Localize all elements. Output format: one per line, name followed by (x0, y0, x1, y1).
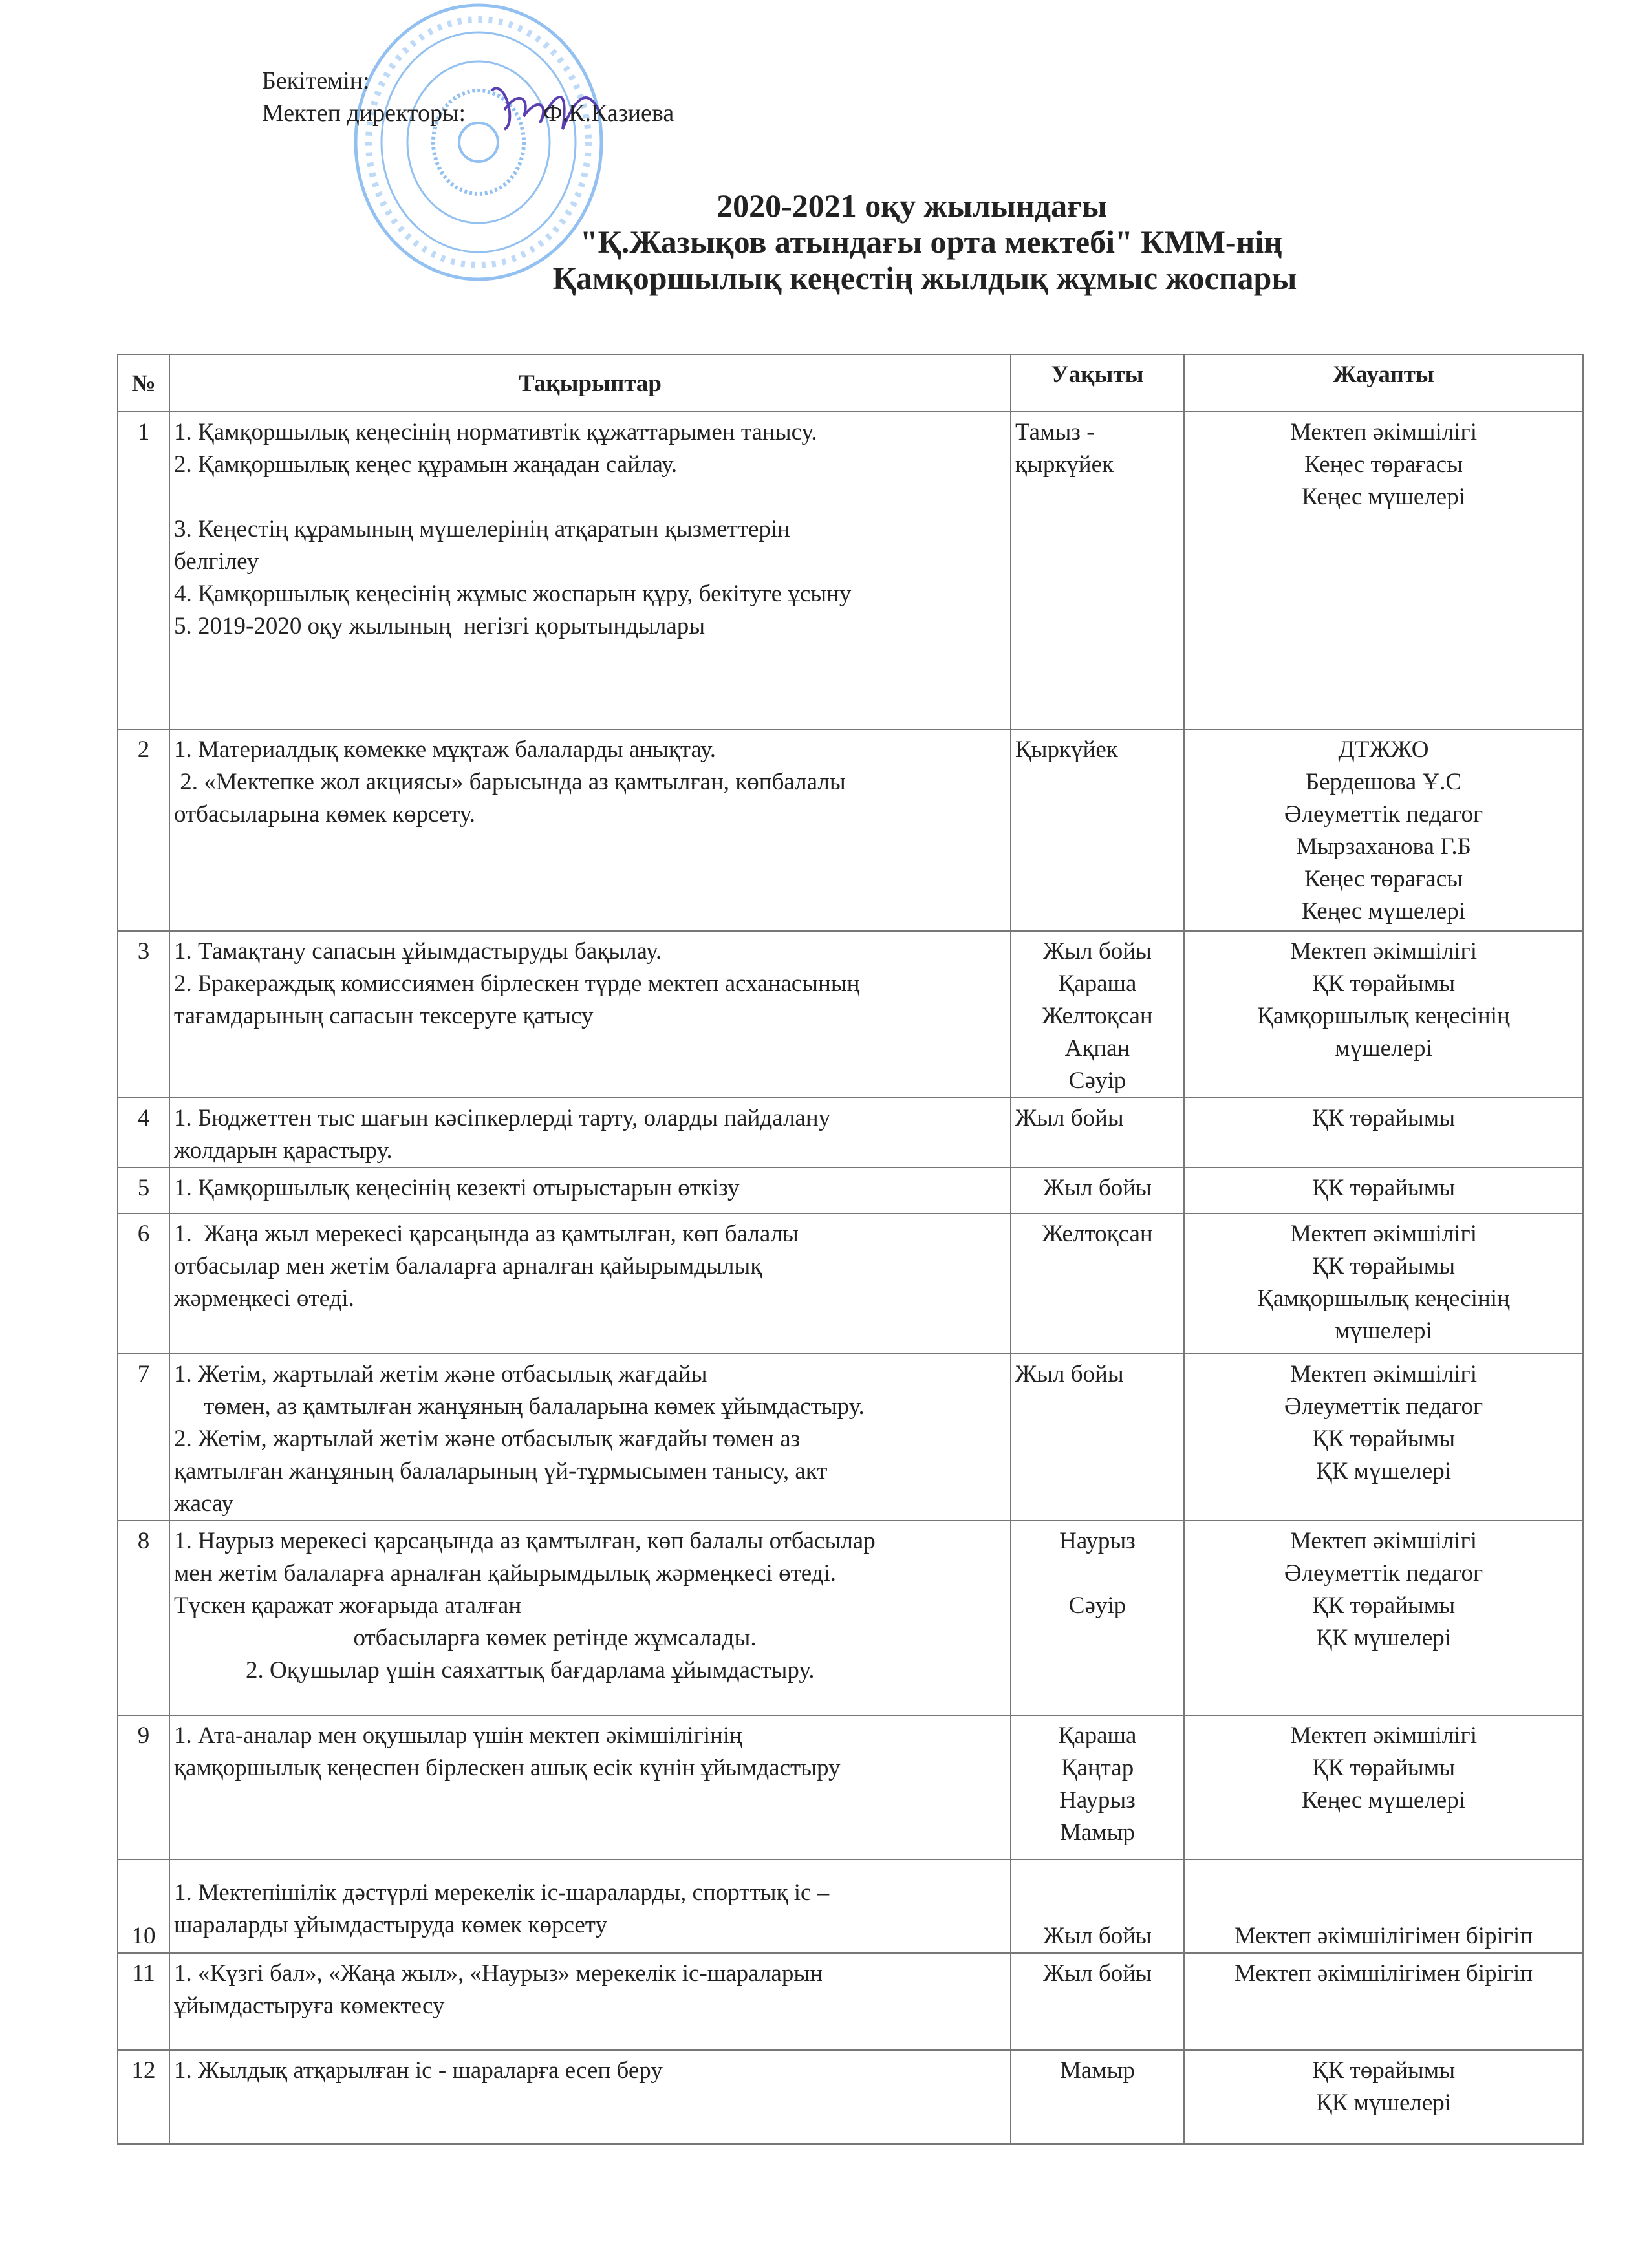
row-number: 3 (137, 938, 150, 965)
topic-line: төмен, аз қамтылған жанұяның балаларына көмек ұйымдастыру. (174, 1393, 865, 1420)
topics-cell (169, 1859, 1011, 1953)
time-line: Наурыз (1059, 1787, 1136, 1813)
responsible-cell (1184, 412, 1583, 729)
row-number: 12 (131, 2057, 156, 2084)
row-number-cell (118, 2050, 169, 2144)
row-number: 7 (137, 1361, 150, 1387)
responsible-line: Кеңес төрағасы (1304, 451, 1463, 478)
topic-line: отбасыларға көмек ретінде жұмсалады. (174, 1625, 757, 1651)
responsible-line: Мектеп әкімшілігімен бірігіп (1234, 1960, 1533, 1987)
table-row (118, 1098, 1583, 1168)
topics-cell (169, 412, 1011, 729)
responsible-line: ҚК төрайымы (1311, 1105, 1456, 1131)
topic-line: 1. Қамқоршылық кеңесінің кезекті отырыстарын өткізу (174, 1175, 740, 1201)
responsible-cell (1184, 931, 1583, 1098)
responsible-line: Әлеуметтік педагог (1284, 1393, 1483, 1420)
topic-line: шараларды ұйымдастыруда көмек көрсету (174, 1912, 607, 1938)
time-cell (1011, 1521, 1184, 1715)
title-line-2: "Қ.Жазықов атындағы орта мектебі" КММ-нің (579, 224, 1283, 260)
director-name: Ф.К.Казиева (543, 100, 674, 127)
responsible-cell (1184, 1168, 1583, 1214)
row-number: 8 (137, 1528, 150, 1554)
topic-line: отбасылар мен жетім балаларға арналған қайырымдылық (174, 1253, 762, 1279)
row-number: 1 (137, 419, 150, 445)
topic-line: 1. Наурыз мерекесі қарсаңында аз қамтылған, көп балалы отбасылар (174, 1528, 876, 1554)
row-number-cell (118, 729, 169, 931)
table-row (118, 2050, 1583, 2144)
responsible-line: мүшелері (1335, 1035, 1432, 1062)
responsible-line: ҚК төрайымы (1311, 2057, 1456, 2084)
responsible-line: Қамқоршылық кеңесінің (1257, 1285, 1510, 1312)
time-cell (1011, 1354, 1184, 1521)
topic-line: 1. «Күзгі бал», «Жаңа жыл», «Наурыз» мерекелік іс-шараларын (174, 1960, 823, 1987)
topics-cell (169, 2050, 1011, 2144)
topics-cell (169, 1168, 1011, 1214)
responsible-cell (1184, 1859, 1583, 1953)
row-number: 4 (137, 1105, 150, 1131)
time-line: Наурыз (1059, 1528, 1136, 1554)
responsible-line: ҚК төрайымы (1311, 1426, 1456, 1452)
topic-line: жолдарын қарастыру. (174, 1137, 393, 1164)
responsible-line: ҚК төрайымы (1311, 1253, 1456, 1279)
row-number-cell (118, 1521, 169, 1715)
responsible-cell (1184, 1098, 1583, 1168)
topic-line: 2. Жетім, жартылай жетім және отбасылық жағдайы төмен аз (174, 1426, 801, 1452)
responsible-line: Мектеп әкімшілігі (1289, 1361, 1478, 1387)
time-line: Сәуір (1068, 1592, 1126, 1619)
time-line: Жыл бойы (1043, 938, 1152, 965)
approved-label: Бекітемін: (262, 67, 370, 94)
time-line (1015, 1557, 1180, 1590)
time-line: Жыл бойы (1015, 1361, 1124, 1387)
responsible-cell (1184, 1521, 1583, 1715)
responsible-line: ДТЖЖО (1338, 736, 1429, 763)
time-line: Желтоқсан (1042, 1221, 1153, 1247)
topic-line: мен жетім балаларға арналған қайырымдылық жәрмеңкесі өтеді. (174, 1560, 837, 1587)
time-line: Жыл бойы (1043, 1175, 1152, 1201)
director-label: Мектеп директоры: (262, 100, 466, 127)
time-line: Ақпан (1064, 1035, 1130, 1062)
header-responsible: Жауапты (1184, 354, 1583, 412)
row-number-cell (118, 1168, 169, 1214)
topic-line: белгілеу (174, 548, 259, 575)
topics-cell (169, 1521, 1011, 1715)
topic-line: 1. Бюджеттен тыс шағын кәсіпкерлерді тарту, оларды пайдалану (174, 1105, 831, 1131)
responsible-line: ҚК төрайымы (1311, 970, 1456, 997)
table-row (118, 1214, 1583, 1354)
table-row (118, 1354, 1583, 1521)
topic-line: 2. Оқушылар үшін саяхаттық бағдарлама ұйымдастыру. (174, 1657, 815, 1684)
page-title (0, 187, 1649, 296)
topic-line: отбасыларына көмек көрсету. (174, 801, 475, 828)
responsible-line: Кеңес мүшелері (1301, 898, 1465, 925)
table-row (118, 729, 1583, 931)
responsible-line: Кеңес мүшелері (1301, 1787, 1465, 1813)
time-cell (1011, 1859, 1184, 1953)
row-number-cell (118, 1214, 169, 1354)
topic-line: 1. Жаңа жыл мерекесі қарсаңында аз қамтылған, көп балалы (174, 1221, 799, 1247)
topic-line: 1. Мектепішілік дәстүрлі мерекелік іс-шараларды, спорттық іс – (174, 1879, 830, 1906)
topic-line: 2. Қамқоршылық кеңес құрамын жаңадан сайлау. (174, 451, 678, 478)
time-line: қыркүйек (1015, 451, 1114, 478)
topic-line: 1. Жетім, жартылай жетім және отбасылық жағдайы (174, 1361, 707, 1387)
responsible-cell (1184, 1214, 1583, 1354)
title-line-3: Қамқоршылық кеңестің жылдық жұмыс жоспары (552, 260, 1297, 296)
table-row (118, 1715, 1583, 1859)
responsible-line: Мектеп әкімшілігі (1289, 1722, 1478, 1749)
time-line: Қараша (1058, 1722, 1137, 1749)
responsible-line: Бердешова Ұ.С (1305, 769, 1462, 795)
time-line: Жыл бойы (1043, 1960, 1152, 1987)
time-line: Қараша (1058, 970, 1137, 997)
topic-line: 1. Жылдық атқарылған іс - шараларға есеп беру (174, 2057, 663, 2084)
row-number-cell (118, 412, 169, 729)
header-time: Уақыты (1011, 354, 1184, 412)
row-number: 6 (137, 1221, 150, 1247)
topics-cell (169, 729, 1011, 931)
topic-line: 2. «Мектепке жол акциясы» барысында аз қамтылған, көпбалалы (174, 769, 846, 795)
row-number-cell (118, 931, 169, 1098)
responsible-line: Кеңес төрағасы (1304, 866, 1463, 892)
table-row (118, 1953, 1583, 2050)
responsible-line: Әлеуметтік педагог (1284, 1560, 1483, 1587)
responsible-line: ҚК мүшелері (1315, 2090, 1452, 2116)
topic-line: жасау (174, 1490, 233, 1517)
responsible-line: Мектеп әкімшілігі (1289, 1221, 1478, 1247)
responsible-line: Мектеп әкімшілігімен бірігіп (1234, 1923, 1533, 1949)
responsible-cell (1184, 1953, 1583, 2050)
responsible-cell (1184, 729, 1583, 931)
topic-line: Түскен қаражат жоғарыда аталған (174, 1592, 522, 1619)
topic-line: 4. Қамқоршылық кеңесінің жұмыс жоспарын құру, бекітуге ұсыну (174, 581, 852, 607)
responsible-line: Мектеп әкімшілігі (1289, 419, 1478, 445)
time-cell (1011, 2050, 1184, 2144)
topic-line: 1. Ата-аналар мен оқушылар үшін мектеп әкімшілігінің (174, 1722, 742, 1749)
responsible-line: Әлеуметтік педагог (1284, 801, 1483, 828)
row-number-cell (118, 1354, 169, 1521)
responsible-cell (1184, 1354, 1583, 1521)
responsible-line: Мырзаханова Г.Б (1296, 833, 1471, 860)
topics-cell (169, 1953, 1011, 2050)
time-cell (1011, 1953, 1184, 2050)
topic-line: қамтылған жанұяның балаларының үй-тұрмысымен танысу, акт (174, 1458, 828, 1484)
time-line: Сәуір (1068, 1067, 1126, 1094)
time-line: Мамыр (1059, 1819, 1136, 1846)
topic-line: тағамдарының сапасын тексеруге қатысу (174, 1003, 594, 1029)
time-line: Қыркүйек (1015, 736, 1118, 763)
time-cell (1011, 931, 1184, 1098)
responsible-line: Мектеп әкімшілігі (1289, 1528, 1478, 1554)
time-cell (1011, 1715, 1184, 1859)
time-cell (1011, 1214, 1184, 1354)
responsible-line: ҚК төрайымы (1311, 1755, 1456, 1781)
responsible-line: Кеңес мүшелері (1301, 484, 1465, 510)
topics-cell (169, 1715, 1011, 1859)
responsible-line: мүшелері (1335, 1318, 1432, 1344)
row-number-cell (118, 1953, 169, 2050)
row-number: 5 (137, 1175, 150, 1201)
topics-cell (169, 1098, 1011, 1168)
table-row (118, 931, 1583, 1098)
topics-cell (169, 1354, 1011, 1521)
row-number-cell (118, 1859, 169, 1953)
topic-line: 5. 2019-2020 оқу жылының негізгі қорытындылары (174, 613, 706, 639)
responsible-cell (1184, 1715, 1583, 1859)
row-number: 9 (137, 1722, 150, 1749)
topic-line: жәрмеңкесі өтеді. (174, 1285, 354, 1312)
topic-line: 2. Бракераждық комиссиямен бірлескен түрде мектеп асханасының (174, 970, 860, 997)
topic-line: 3. Кеңестің құрамының мүшелерінің атқаратын қызметтерін (174, 516, 790, 542)
topic-line: 1. Қамқоршылық кеңесінің нормативтік құжаттарымен танысу. (174, 419, 817, 445)
table-row (118, 1168, 1583, 1214)
work-plan-table (117, 354, 1584, 2145)
responsible-line: ҚК төрайымы (1311, 1592, 1456, 1619)
time-cell (1011, 1168, 1184, 1214)
row-number-cell (118, 1715, 169, 1859)
topic-line: 1. Тамақтану сапасын ұйымдастыруды бақылау. (174, 938, 662, 965)
time-cell (1011, 1098, 1184, 1168)
time-line: Тамыз - (1015, 419, 1095, 445)
time-line: Мамыр (1059, 2057, 1136, 2084)
table-row (118, 1521, 1583, 1715)
time-line: Жыл бойы (1043, 1923, 1152, 1949)
time-cell (1011, 412, 1184, 729)
topics-cell (169, 1214, 1011, 1354)
row-number: 10 (131, 1923, 156, 1949)
time-line: Жыл бойы (1015, 1105, 1124, 1131)
title-line-1: 2020-2021 оқу жылындағы (717, 187, 1107, 224)
time-line: Қаңтар (1061, 1755, 1134, 1781)
topic-line: 1. Материалдық көмекке мұқтаж балаларды анықтау. (174, 736, 717, 763)
topics-cell (169, 931, 1011, 1098)
responsible-line: ҚК мүшелері (1315, 1458, 1452, 1484)
responsible-line: ҚК мүшелері (1315, 1625, 1452, 1651)
responsible-line: Мектеп әкімшілігі (1289, 938, 1478, 965)
topic-line (174, 481, 1006, 513)
table-row (118, 412, 1583, 729)
responsible-cell (1184, 2050, 1583, 2144)
table-row (118, 1859, 1583, 1953)
row-number-cell (118, 1098, 169, 1168)
header-topics: Тақырыптар (169, 354, 1011, 412)
approval-block (262, 65, 682, 129)
time-line: Желтоқсан (1042, 1003, 1153, 1029)
time-cell (1011, 729, 1184, 931)
topic-line: ұйымдастыруға көмектесу (174, 1993, 445, 2019)
responsible-line: ҚК төрайымы (1311, 1175, 1456, 1201)
responsible-line: Қамқоршылық кеңесінің (1257, 1003, 1510, 1029)
table-header-row (118, 354, 1583, 412)
row-number: 11 (132, 1960, 155, 1987)
header-number: № (118, 354, 169, 412)
topic-line: қамқоршылық кеңеспен бірлескен ашық есік күнін ұйымдастыру (174, 1755, 841, 1781)
row-number: 2 (137, 736, 150, 763)
